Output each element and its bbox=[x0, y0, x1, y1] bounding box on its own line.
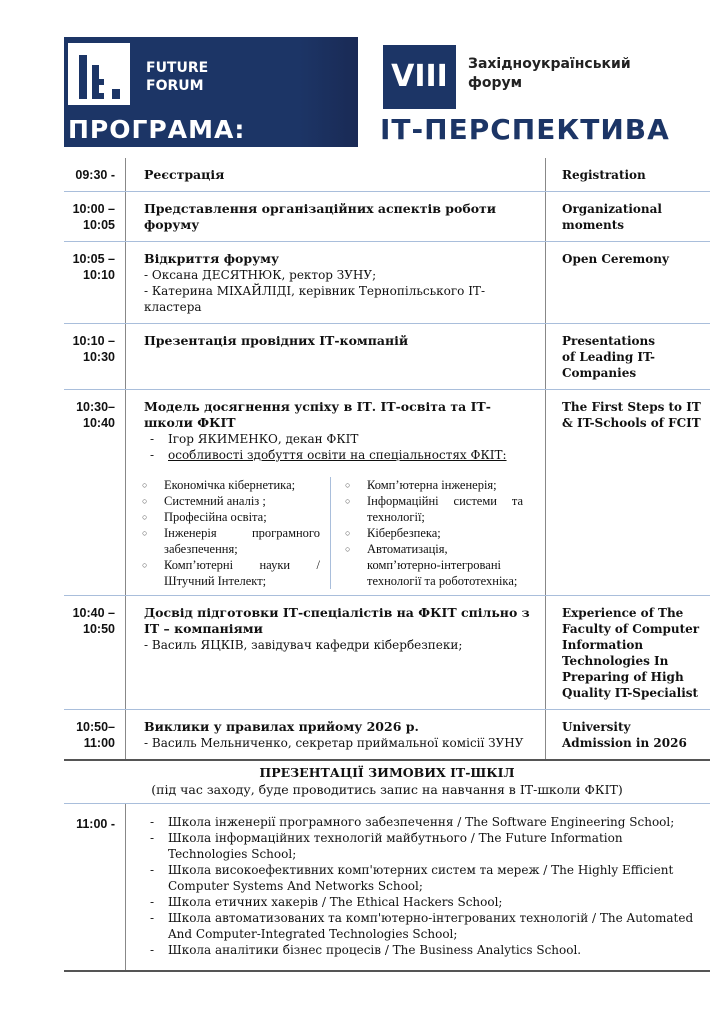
speaker-line: - Катерина МІХАЙЛІДІ, керівник Тернопільського ІТ-кластера bbox=[144, 284, 485, 314]
row-english: Registration bbox=[562, 168, 646, 182]
schedule-row bbox=[64, 192, 710, 242]
row-english: University Admission in 2026 bbox=[562, 720, 687, 750]
row-title: Презентація провідних ІТ-компаній bbox=[144, 333, 409, 348]
it-logo-icon bbox=[68, 43, 130, 105]
row-time: 10:40 – 10:50 bbox=[64, 596, 126, 709]
roman-numeral-badge: VIII bbox=[383, 45, 456, 109]
schedule-table bbox=[64, 158, 710, 761]
brand-line-2: FORUM bbox=[146, 78, 204, 94]
schools-list bbox=[126, 804, 710, 970]
specialties-grid bbox=[140, 477, 533, 589]
specialty-item: ○ Системний аналіз ; bbox=[140, 493, 320, 509]
winter-schools-row bbox=[64, 803, 710, 972]
specialty-item: ○ Комп’ютерні науки / Штучний Інтелект; bbox=[140, 557, 320, 589]
forum-title: ІТ-ПЕРСПЕКТИВА bbox=[380, 113, 670, 146]
program-label: ПРОГРАМА: bbox=[68, 115, 246, 144]
school-item: - Школа етичних хакерів / The Ethical Hackers School; bbox=[144, 894, 698, 910]
schedule-row bbox=[64, 390, 710, 596]
row-english: Open Ceremony bbox=[562, 252, 669, 266]
schedule-row bbox=[64, 324, 710, 390]
specialty-item: ○ Інженерія програмного забезпечення; bbox=[140, 525, 320, 557]
specialty-item: ○ Економічка кібернетика; bbox=[140, 477, 320, 493]
row-description bbox=[126, 192, 546, 241]
row-english: Presentations of Leading IT-Companies bbox=[562, 334, 655, 380]
forum-line-1: Західноукраїнський bbox=[468, 56, 631, 72]
speaker-line: - Василь Мельниченко, секретар приймальної комісії ЗУНУ bbox=[144, 736, 524, 750]
winter-schools-heading bbox=[64, 764, 710, 798]
school-item: - Школа автоматизованих та комп'ютерно-інтегрованих технологій / The Automated And Computer-Integrated Technologies School; bbox=[144, 910, 698, 942]
row-time: 10:50– 11:00 bbox=[64, 710, 126, 759]
forum-line-2: форум bbox=[468, 75, 523, 91]
row-title: Виклики у правилах прийому 2026 р. bbox=[144, 719, 419, 734]
school-item: - Школа інформаційних технологій майбутнього / The Future Information Technologies School; bbox=[144, 830, 698, 862]
brand-line-1: FUTURE bbox=[146, 60, 209, 76]
row-title: Представлення організаційних аспектів роботи форуму bbox=[144, 201, 497, 232]
speaker-list bbox=[144, 431, 533, 463]
row-description bbox=[126, 596, 546, 709]
row-time: 10:05 – 10:10 bbox=[64, 242, 126, 323]
specialty-item: ○ Комп’ютерна інженерія; bbox=[343, 477, 523, 493]
row-description bbox=[126, 710, 546, 759]
schedule-row bbox=[64, 710, 710, 761]
schedule-row bbox=[64, 242, 710, 324]
row-time: 10:10 – 10:30 bbox=[64, 324, 126, 389]
row-english: The First Steps to IT & IT-Schools of FCIT bbox=[562, 400, 701, 430]
row-description bbox=[126, 158, 546, 191]
row-time: 10:00 – 10:05 bbox=[64, 192, 126, 241]
school-item: - Школа аналітики бізнес процесів / The Business Analytics School. bbox=[144, 942, 698, 958]
row-time: 10:30– 10:40 bbox=[64, 390, 126, 595]
row-description bbox=[126, 324, 546, 389]
row-time: 09:30 - bbox=[64, 158, 126, 191]
row-description bbox=[126, 242, 546, 323]
speaker-line: - Василь ЯЦКІВ, завідувач кафедри кібербезпеки; bbox=[144, 638, 463, 652]
specialties-left-column bbox=[140, 477, 330, 589]
forum-name bbox=[468, 55, 631, 93]
speaker-line: - Ігор ЯКИМЕНКО, декан ФКІТ bbox=[144, 431, 533, 447]
row-english: Experience of The Faculty of Computer Information Technologies In Preparing of High Quality IT-Specialist bbox=[562, 606, 700, 700]
specialty-item: ○ Професійна освіта; bbox=[140, 509, 320, 525]
row-title: Модель досягнення успіху в ІТ. ІТ-освіта та ІТ-школи ФКІТ bbox=[144, 399, 491, 430]
row-english: Organizational moments bbox=[562, 202, 662, 232]
row-title: Досвід підготовки ІТ-спеціалістів на ФКІТ спільно з ІТ – компаніями bbox=[144, 605, 530, 636]
brand-name bbox=[146, 59, 208, 95]
section-title: ПРЕЗЕНТАЦІЇ ЗИМОВИХ ІТ-ШКІЛ bbox=[259, 765, 515, 780]
row-title: Відкриття форуму bbox=[144, 251, 279, 266]
specialty-item: ○ Інформаційні системи та технології; bbox=[343, 493, 523, 525]
row-title: Реєстрація bbox=[144, 167, 225, 182]
row-time: 11:00 - bbox=[64, 804, 126, 970]
school-item: - Школа інженерії програмного забезпечення / The Software Engineering School; bbox=[144, 814, 698, 830]
schedule-row bbox=[64, 158, 710, 192]
specialties-right-column bbox=[330, 477, 533, 589]
specialty-item: ○ Автоматизація, комп’ютерно-інтегровані технології та робототехніка; bbox=[343, 541, 523, 589]
schedule-row bbox=[64, 596, 710, 710]
school-item: - Школа високоефективних комп'ютерних систем та мереж / The Highly Efficient Computer Systems And Networks School; bbox=[144, 862, 698, 894]
future-forum-banner bbox=[64, 37, 358, 147]
row-description bbox=[126, 390, 546, 595]
section-subtitle: (під час заходу, буде проводитись запис на навчання в ІТ-школи ФКІТ) bbox=[151, 782, 623, 797]
specialties-heading: - особливості здобуття освіти на спеціальностях ФКІТ: bbox=[144, 447, 533, 463]
speaker-line: - Оксана ДЕСЯТНЮК, ректор ЗУНУ; bbox=[144, 268, 377, 282]
specialty-item: ○ Кібербезпека; bbox=[343, 525, 523, 541]
